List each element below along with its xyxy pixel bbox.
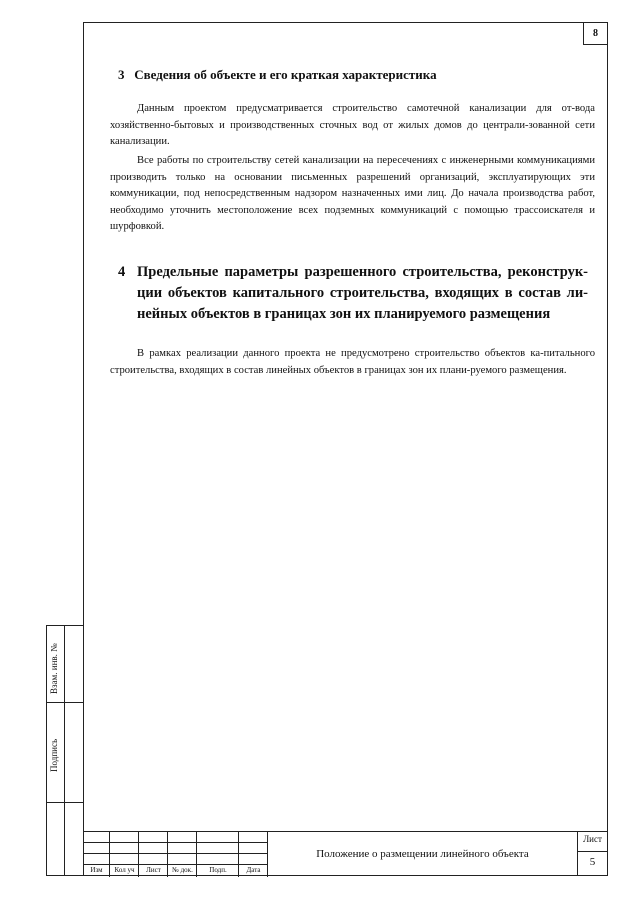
title-block-col-no-dok: № док. [172,866,193,874]
section-4-number: 4 [118,264,126,280]
sheet-label: Лист [583,834,602,844]
page-number-box: 8 [583,22,608,45]
section-3-number: 3 [118,67,125,82]
title-block-col-list: Лист [146,866,161,874]
document-title: Положение о размещении линейного объекта [316,847,529,860]
side-label-podpis: Подпись [49,738,59,772]
section-4-heading [118,262,588,325]
section-3-title: Сведения об объекте и его краткая характеристика [134,67,437,82]
section-3-heading [118,64,598,85]
section-4-paragraph-1: В рамках реализации данного проекта не предусмотрено строительство объектов ка-питального строительства, входящих в состав линейных объектов в границах зон их плани-руемого размещения. [110,348,595,376]
section-3-paragraph-1: Данным проектом предусматривается строительство самотечной канализации для от-вода хозяйственно-бытовых и производственных сточных вод от жилых домов до централи-зованной сети канализации. [110,103,595,147]
side-label-vzam-inv: Взам. инв. № [49,643,59,694]
section-3-paragraph-2: Все работы по строительству сетей канализации на пересечениях с инженерными коммуникациями производить только на основании письменных разрешений организаций, эксплуатирующих эти коммуникации, под непосредственным надзором назначенных ими лиц. До начала производства работ, необходимо уточнить местоположение всех подземных коммуникаций с помощью трассоискателя и шурфовкой. [110,155,595,232]
title-block-col-izm: Изм [90,866,103,874]
title-block-col-podp: Подп. [209,866,227,874]
title-block-col-data: Дата [246,866,261,874]
title-block-col-kol-uch: Кол уч [114,866,135,874]
sheet-number: 5 [589,856,596,868]
section-4-title: Предельные параметры разрешенного строительства, реконструк-ции объектов капитального строительства, входящих в состав ли-нейных объектов в границах зон их планируемого размещения [137,264,588,322]
